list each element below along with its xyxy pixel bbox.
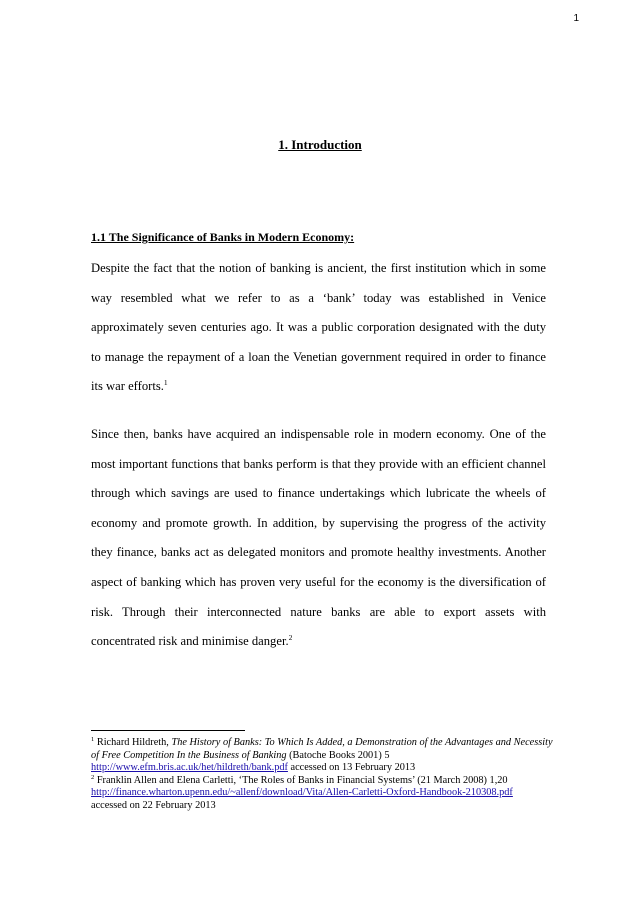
- paragraph-text: Since then, banks have acquired an indispensable role in modern economy. One of the most important functions that banks perform is that they provide with an efficient channel through which savings are used to finance undertakings which lubricate the wheels of economy and promote growth. In addition, by supervising the progress of the activity they finance, banks act as delegated monitors and promote healthy investments. Another aspect of banking which has proven very useful for the economy is the diversification of risk. Through their interconnected nature banks are able to export assets with concentrated risk and minimise danger.: [91, 427, 546, 649]
- footnote-accessed: accessed on 22 February 2013: [91, 799, 216, 811]
- chapter-title-text: 1. Introduction: [278, 137, 362, 152]
- footnote-book-title: The History of Banks: To Which Is Added, a Demonstration of the Advantages and Necessity of Free Competition In the Business of Banking: [91, 737, 553, 761]
- footnote-ref-2[interactable]: 2: [288, 633, 293, 643]
- footnote-2: [91, 775, 561, 813]
- paragraph-text: Despite the fact that the notion of banking is ancient, the first institution which in some way resembled what we refer to as a ‘bank’ today was established in Venice approximately seven centuries ago. It was a public corporation designated with the duty to manage the repayment of a loan the Venetian government required in order to finance its war efforts.: [91, 261, 546, 394]
- chapter-title: [0, 137, 638, 153]
- footnote-number: 2: [91, 773, 95, 781]
- footnote-separator: [91, 730, 245, 731]
- body-paragraph-1: [91, 254, 546, 402]
- section-heading: 1.1 The Significance of Banks in Modern Economy:: [91, 230, 355, 244]
- footnote-publisher: (Batoche Books 2001) 5: [286, 749, 390, 761]
- footnote-number: 1: [91, 736, 95, 743]
- footnote-ref-1[interactable]: 1: [163, 378, 168, 388]
- footnote-citation: Franklin Allen and Elena Carletti, ‘The Roles of Banks in Financial Systems’ (21 March 2008) 1,20: [96, 774, 508, 786]
- footnote-author: Richard Hildreth,: [96, 737, 172, 748]
- body-paragraph-2: [91, 420, 546, 657]
- page-number: 1: [573, 13, 579, 24]
- footnote-link[interactable]: http://finance.wharton.upenn.edu/~allenf/download/Vita/Allen-Carletti-Oxford-Handbook-210308.pdf: [91, 787, 513, 799]
- footnote-1: [91, 737, 561, 775]
- footnote-accessed: accessed on 13 February 2013: [287, 762, 416, 774]
- footnotes: [91, 737, 561, 813]
- footnote-link[interactable]: http://www.efm.bris.ac.uk/het/hildreth/bank.pdf: [91, 762, 288, 774]
